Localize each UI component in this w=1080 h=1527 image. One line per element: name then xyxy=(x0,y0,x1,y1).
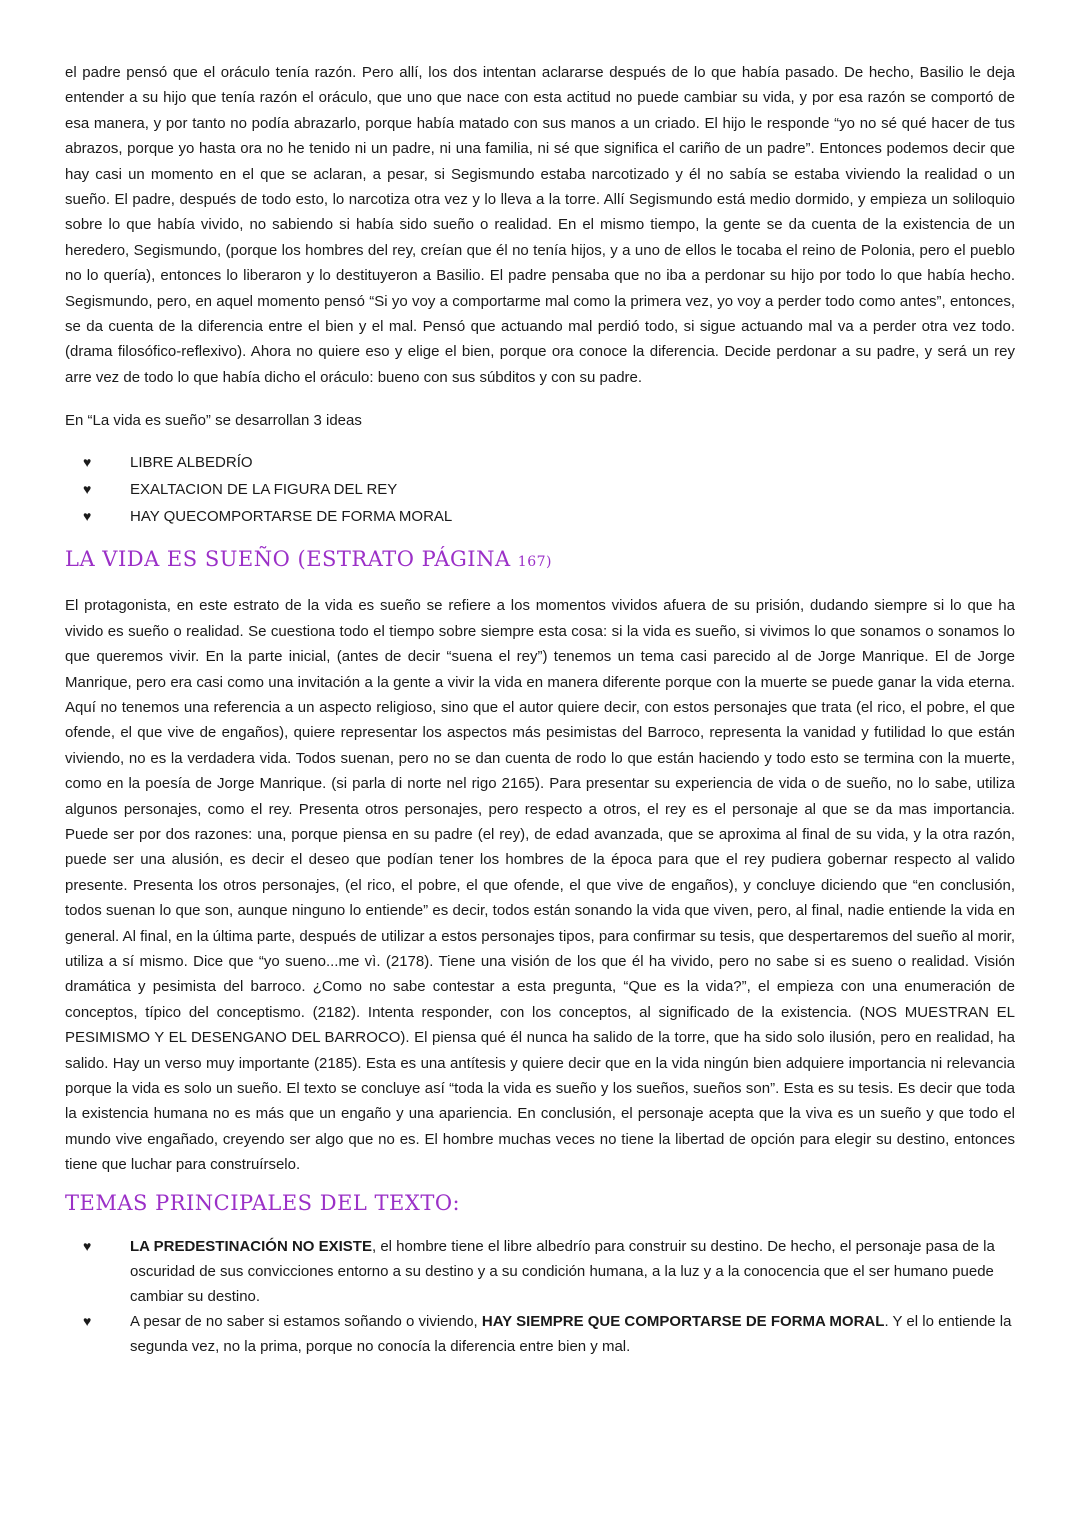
idea-text: HAY QUECOMPORTARSE DE FORMA MORAL xyxy=(130,508,453,526)
theme-after: . Y el lo entiende la segunda vez, no la prima, porque no conocía la diferencia entre bien y mal. xyxy=(130,1312,1012,1355)
heart-bullet-icon: ♥ xyxy=(83,454,92,471)
list-item xyxy=(65,1309,1015,1359)
heart-bullet-icon: ♥ xyxy=(83,508,92,525)
theme-bold: LA PREDESTINACIÓN NO EXISTE xyxy=(130,1237,372,1255)
theme-after: , el hombre tiene el libre albedrío para construir su destino. De hecho, el personaje pasa de la oscuridad de sus convicciones entorno a su destino y a su condición humana, a la luz y a la conocencia que el ser humano puede cambiar su destino. xyxy=(130,1237,995,1305)
idea-text: LIBRE ALBEDRÍO xyxy=(130,454,253,472)
section-heading-estrato xyxy=(65,544,1015,577)
heading-main: LA VIDA ES SUEÑO (ESTRATO PÁGINA xyxy=(65,547,518,572)
list-item xyxy=(65,449,1015,476)
heading-page: 167) xyxy=(517,554,552,571)
heart-bullet-icon: ♥ xyxy=(83,1237,92,1254)
ideas-intro: En “La vida es sueño” se desarrollan 3 ideas xyxy=(65,412,362,430)
heart-bullet-icon: ♥ xyxy=(83,481,92,498)
list-item xyxy=(65,1234,1015,1309)
themes-list xyxy=(65,1234,1015,1359)
paragraph-2: El protagonista, en este estrato de la vida es sueño se refiere a los momentos vividos afuera de su prisión, dudando siempre si lo que ha vivido es sueño o realidad. Se cuestiona todo el tiempo sobre siempre esta cosa: si la vida es sueño, si vivimos lo que sonamos o sonamos lo que queremos vivir. En la parte inicial, (antes de decir “suena el rey”) tenemos un tema casi parecido al de Jorge Manrique. El de Jorge Manrique, pero era casi como una invitación a la gente a vivir la vida en manera diferente porque con la muerte se puede ganar la vida eterna. Aquí no tenemos una referencia a un aspecto religioso, sino que el autor quiere decir, con estos personajes que trata (el rico, el pobre, el que ofende, el que vive de engaños), quiere representar los aspectos más pesimistas del Barroco, representa la vanidad y futilidad lo que están viviendo, no es la verdadera vida. Todos suenan, pero no se dan cuenta de rodo lo que están haciendo y todo esto se termina con la muerte, como en la poesía de Jorge Manrique. (si parla di norte nel rigo 2165). Para presentar su experiencia de vida o de sueño, no lo sabe, utiliza algunos personajes, como el rey. Presenta otros personajes, pero respecto a otros, el rey es el personaje al que se da mas importancia. Puede ser por dos razones: una, porque piensa en su padre (el rey), de edad avanzada, que se aproxima al final de su vida, y la otra razón, puede ser una alusión, es decir el deseo que podían tener los hombres de la época para que el rey pudiera gobernar respecto al valido presente. Presenta los otros personajes, (el rico, el pobre, el que ofende, el que vive de engaños), y concluye diciendo que “en conclusión, todos suenan lo que son, aunque ninguno lo entiende” es decir, todos están sonando la vida que viven, pero, al final, nadie entiende la vida en general. Al final, en la última parte, después de utilizar a estos personajes tipos, para confirmar su tesis, que despertaremos del sueño al morir, utiliza a sí mismo. Dice que “yo sueno...me vì. (2178). Tiene una visión de los que él ha vivido, pero no sabe si es sueno o realidad. Visión dramática y pesimista del barroco. ¿Como no sabe contestar a esta pregunta, “Que es la vida?”, el empieza con una enumeración de conceptos, típico del conceptismo. (2182). Intenta responder, con los conceptos, al significado de la existencia. (NOS MUESTRAN EL PESIMISMO Y EL DESENGANO DEL BARROCO). El piensa qué él nunca ha salido de la torre, que ha sido solo ilusión, pero en realidad, ha salido. Hay un verso muy importante (2185). Esta es una antítesis y quiere decir que en la vida ningún bien adquiere importancia ni relevancia porque la vida es solo un sueño. El texto se concluye así “toda la vida es sueño y los sueños, sueños son”. Esta es su tesis. Es decir que toda la existencia humana no es más que un engaño y una apariencia. En conclusión, el personaje acepta que la viva es un sueño y que todo el mundo vive engañado, creyendo ser algo que no es. El hombre muchas veces no tiene la libertad de opción para elegir su destino, entonces tiene que luchar para construírselo. xyxy=(65,597,1015,1174)
theme-before: A pesar de no saber si estamos soñando o viviendo, xyxy=(130,1312,482,1330)
list-item xyxy=(65,476,1015,503)
paragraph-1: el padre pensó que el oráculo tenía razón. Pero allí, los dos intentan aclararse después de lo que había pasado. De hecho, Basilio le deja entender a su hijo que tenía razón el oráculo, que uno que nace con esta actitud no puede cambiar su vida, y por esa razón se comportó de esa manera, y por tanto no podía abrazarlo, porque había matado con sus manos a un criado. El hijo le responde “yo no sé qué hacer de tus abrazos, porque yo hasta ora no he tenido ni un padre, ni una familia, ni sé que significa el cariño de un padre”. Entonces podemos decir que hay casi un momento en el que se aclaran, a pesar, si Segismundo estaba narcotizado y él no sabía se estaba viviendo la realidad o un sueño. El padre, después de todo esto, lo narcotiza otra vez y lo lleva a la torre. Allí Segismundo está medio dormido, y empieza un soliloquio sobre lo que había vivido, no sabiendo si había sido sueño o realidad. En el mismo tiempo, la gente se da cuenta de la existencia de un heredero, Segismundo, (porque los hombres del rey, creían que él no tenía hijos, y a uno de ellos le tocaba el reino de Polonia, pero el pueblo no lo quería), entonces lo liberaron y lo destituyeron a Basilio. El padre pensaba que no iba a perdonar su hijo por todo lo que había hecho. Segismundo, pero, en aquel momento pensó “Si yo voy a comportarme mal como la primera vez, yo voy a perder todo como antes”, entonces, se da cuenta de la diferencia entre el bien y el mal. Pensó que actuando mal perdió todo, si sigue actuando mal va a perder otra vez todo. (drama filosófico-reflexivo). Ahora no quiere eso y elige el bien, porque ora conoce la diferencia. Decide perdonar a su padre, y será un rey arre vez de todo lo que había dicho el oráculo: bueno con sus súbditos y con su padre. xyxy=(65,64,1015,386)
ideas-list xyxy=(65,449,1015,530)
idea-text: EXALTACION DE LA FIGURA DEL REY xyxy=(130,481,398,499)
list-item xyxy=(65,503,1015,530)
document-page xyxy=(65,60,1015,1359)
heart-bullet-icon: ♥ xyxy=(83,1312,92,1329)
section-heading-temas: TEMAS PRINCIPALES DEL TEXTO: xyxy=(65,1190,461,1215)
theme-bold: HAY SIEMPRE QUE COMPORTARSE DE FORMA MORAL xyxy=(481,1312,885,1330)
